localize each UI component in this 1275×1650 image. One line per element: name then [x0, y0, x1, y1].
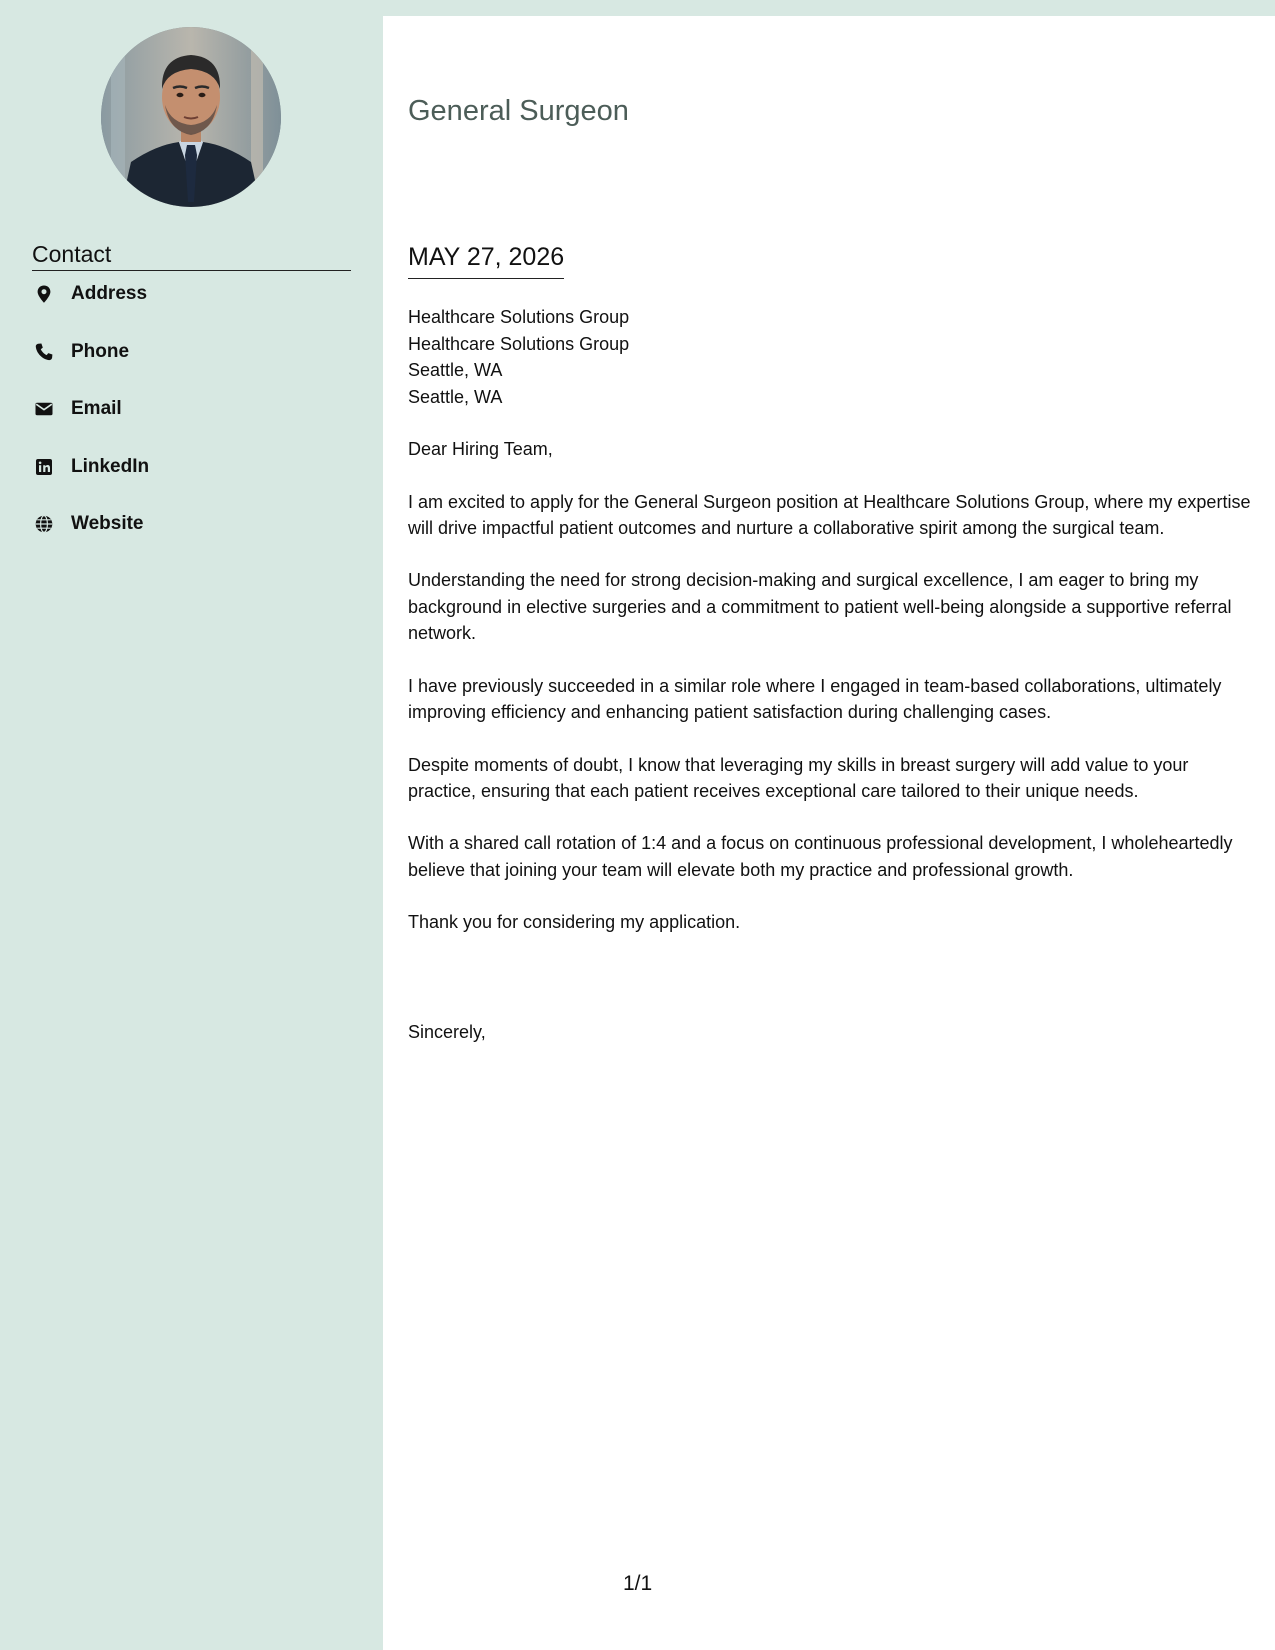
- paragraph: I am excited to apply for the General Surgeon position at Healthcare Solutions Group, where my expertise will drive impactful patient outcomes and nurture a collaborative spirit among the surgical team.: [408, 491, 1251, 538]
- contact-heading: Contact: [32, 240, 351, 271]
- paragraph: With a shared call rotation of 1:4 and a focus on continuous professional development, I wholeheartedly believe that joining your team will elevate both my practice and professional growth.: [408, 833, 1233, 880]
- contact-item-website[interactable]: [32, 513, 352, 571]
- recipient-line: Seattle, WA: [408, 386, 503, 407]
- recipient-line: Healthcare Solutions Group: [408, 307, 630, 327]
- contact-list: [32, 283, 352, 571]
- letter-text: [408, 436, 1253, 962]
- contact-label: LinkedIn: [71, 455, 150, 477]
- globe-icon: [34, 514, 54, 534]
- job-title: General Surgeon: [408, 95, 629, 127]
- closing: Sincerely,: [408, 1022, 486, 1042]
- contact-item-email[interactable]: [32, 398, 352, 456]
- phone-icon: [34, 342, 54, 362]
- contact-label: Website: [71, 513, 144, 534]
- contact-item-address[interactable]: [32, 283, 352, 341]
- email-icon: [34, 399, 54, 419]
- letter-body: [383, 16, 1275, 1650]
- page-number: 1/1: [623, 1572, 653, 1595]
- sidebar: [0, 0, 383, 1650]
- greeting: Dear Hiring Team,: [408, 439, 553, 459]
- contact-item-linkedin[interactable]: [32, 456, 352, 514]
- paragraph: Despite moments of doubt, I know that leveraging my skills in breast surgery will add value to your practice, ensuring that each patient receives exceptional care tailored to their unique needs.: [408, 754, 1189, 801]
- profile-photo: [101, 27, 281, 207]
- paragraph: Thank you for considering my application.: [408, 912, 741, 933]
- paragraph: I have previously succeeded in a similar role where I engaged in team-based collaborations, ultimately improving efficiency and enhancing patient satisfaction during challenging cases.: [408, 675, 1222, 722]
- letter-date: MAY 27, 2026: [408, 242, 564, 279]
- recipient-block: [408, 304, 629, 410]
- contact-label: Address: [71, 283, 148, 304]
- contact-item-phone[interactable]: [32, 341, 352, 399]
- paragraph: Understanding the need for strong decision-making and surgical excellence, I am eager to bring my background in elective surgeries and a commitment to patient well-being alongside a supportive referral network.: [408, 570, 1232, 644]
- avatar: [101, 27, 281, 207]
- recipient-line: Seattle, WA: [408, 360, 503, 380]
- linkedin-icon: [34, 457, 54, 477]
- recipient-line: Healthcare Solutions Group: [408, 333, 630, 354]
- contact-label: Phone: [71, 340, 130, 362]
- contact-label: Email: [71, 398, 122, 419]
- location-pin-icon: [34, 284, 54, 304]
